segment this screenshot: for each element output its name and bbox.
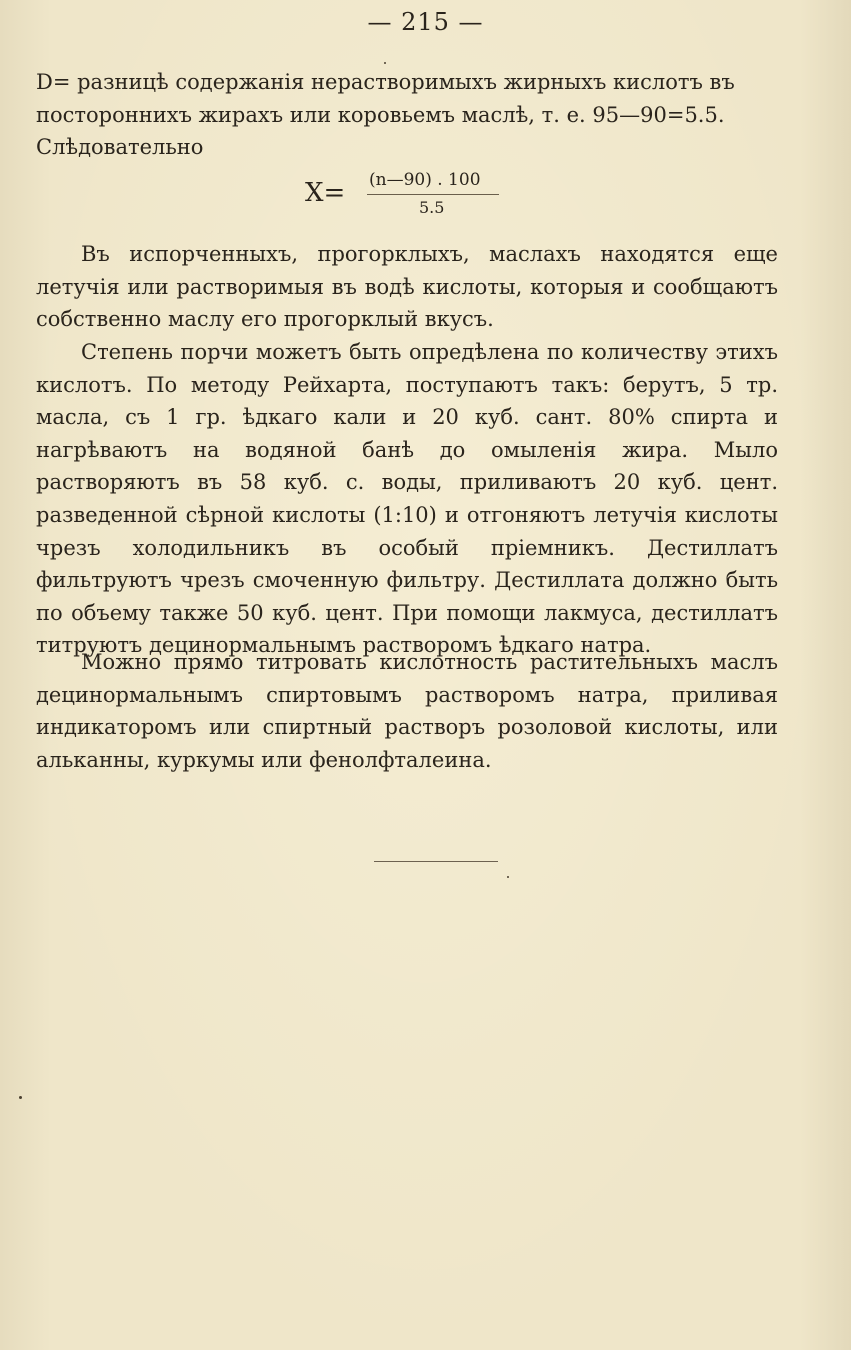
fraction-bar [367, 194, 499, 195]
paragraph-line: D= разницѣ содержанія нерастворимыхъ жирныхъ кислотъ въ [36, 70, 735, 94]
section-divider [374, 861, 498, 862]
paper-speck [507, 876, 509, 878]
paragraph-line: Слѣдовательно [36, 135, 204, 160]
paper-speck [19, 1096, 22, 1099]
formula-numerator: (n—90) . 100 [369, 170, 481, 190]
page-number: — 215 — [367, 8, 484, 36]
paragraph-rancid-oils: Въ испорченныхъ, прогорклыхъ, маслахъ находятся еще летучія или растворимыя въ водѣ кислоты, которыя и сообщаютъ собственно маслу его прогорклый вкусъ. [36, 242, 778, 332]
formula-lhs: X= [305, 178, 346, 208]
paragraph-definition [36, 66, 778, 164]
formula-denominator: 5.5 [419, 198, 445, 217]
paragraph-titration: Можно прямо титровать кислотность растительныхъ маслъ децинормальнымъ спиртовымъ растворомъ натра, приливая индикаторомъ или спиртный растворъ розоловой кислоты, или альканны, куркумы или фенолфталеина. [36, 650, 778, 772]
formula [305, 170, 525, 220]
paragraph-line: постороннихъ жирахъ или коровьемъ маслѣ, т. е. 95—90=5.5. [36, 102, 725, 127]
paragraph-reichert-method: Степень порчи можетъ быть опредѣлена по количеству этихъ кислотъ. По методу Рейхарта, поступаютъ такъ: берутъ, 5 тр. масла, съ 1 гр. ѣдкаго кали и 20 куб. сант. 80% спирта и нагрѣваютъ на водяной банѣ до омыленія жира. Мыло растворяютъ въ 58 куб. с. воды, приливаютъ 20 куб. цент. разведенной сѣрной кислоты (1:10) и отгоняютъ летучія кислоты чрезъ холодильникъ въ особый пріемникъ. Дестиллатъ фильтруютъ чрезъ смоченную фильтру. Дестиллата должно быть по объему также 50 куб. цент. При помощи лакмуса, дестиллатъ титруютъ децинормальнымъ растворомъ ѣдкаго натра. [36, 340, 778, 658]
paper-speck [384, 62, 386, 64]
